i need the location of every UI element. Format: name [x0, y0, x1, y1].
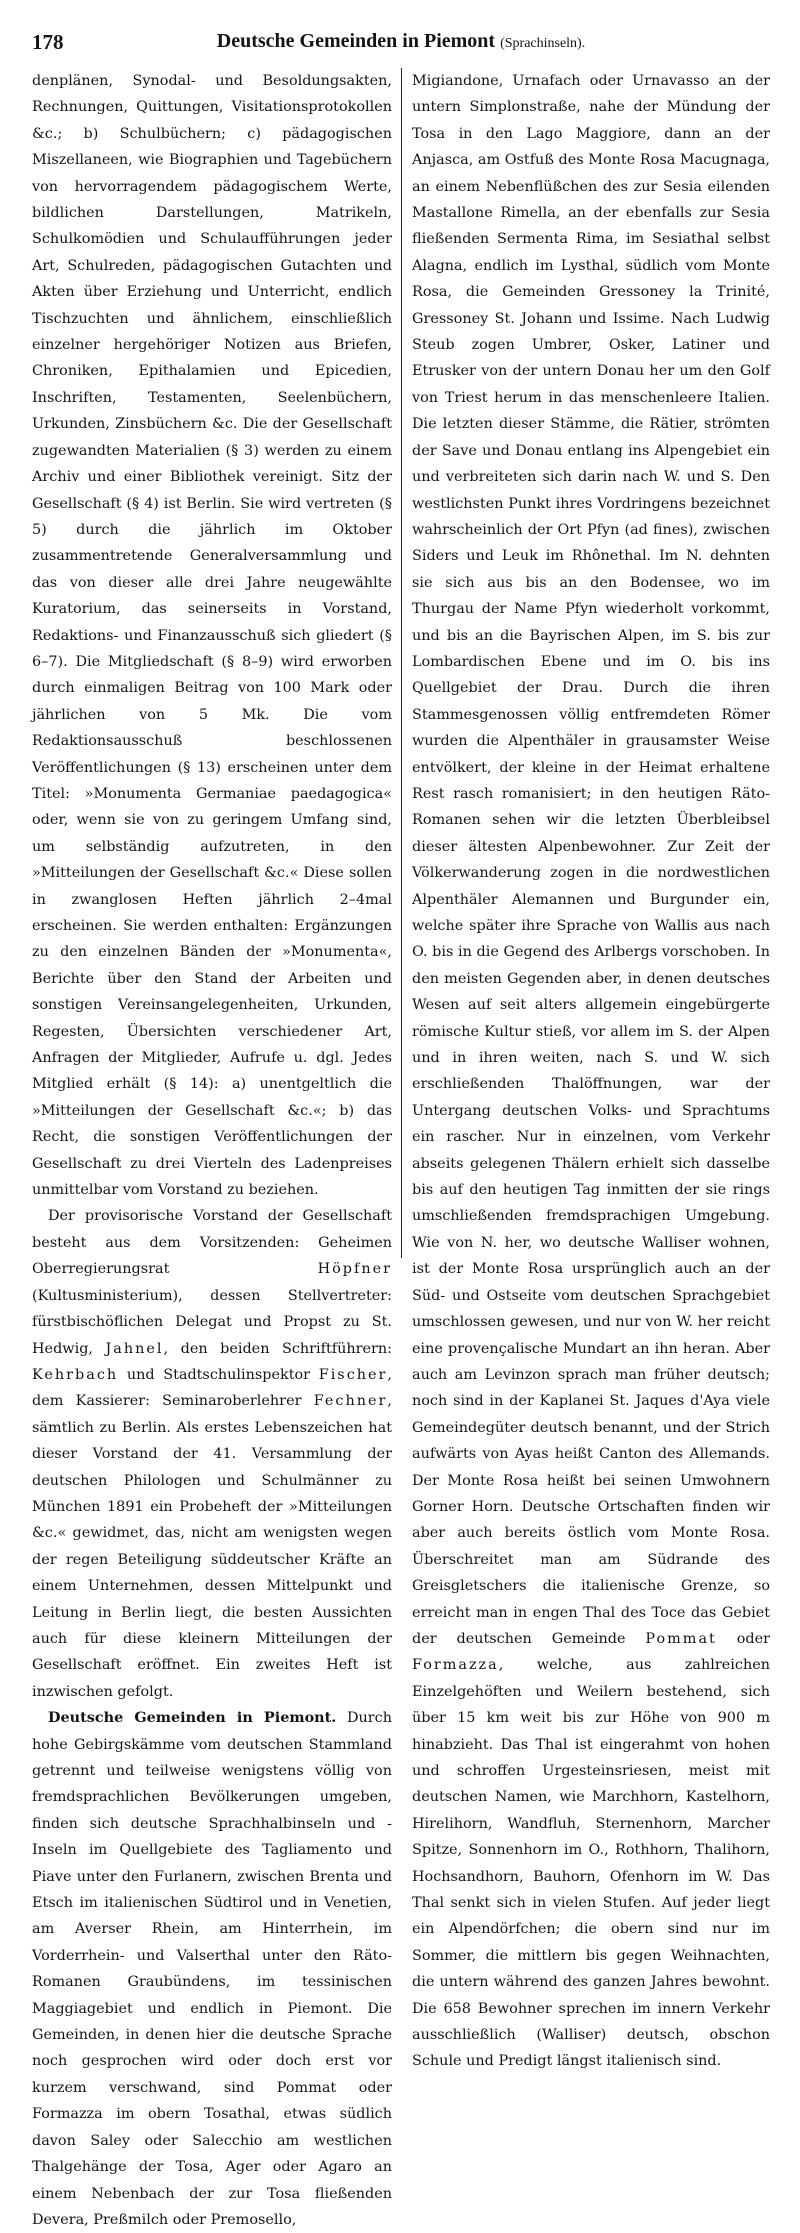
person-name: Fischer: [318, 1366, 388, 1383]
paragraph-continuation: [412, 68, 770, 2075]
place-name: Pommat: [645, 1630, 717, 1647]
text-run: und Stadtschulinspektor: [118, 1366, 319, 1383]
place-name: Formazza: [412, 1657, 499, 1674]
person-name: Kehrbach: [32, 1366, 119, 1383]
running-title: [32, 30, 770, 53]
page-header: [32, 30, 770, 64]
running-title-subtitle: (Sprachinseln).: [500, 36, 586, 51]
running-title-main: Deutsche Gemeinden in Piemont: [216, 30, 496, 52]
text-run: Migiandone, Urnafach oder Urnavasso an der untern Simplonstraße, nahe der Mündung der Tosa in den Lago Maggiore, dann an der Anjasca, am Ostfuß des Monte Rosa Macugnaga, an einem Nebenflüßchen des zur Sesia eilenden Mastallone Rimella, an der ebenfalls zur Sesia fließenden Sermenta Rima, im Sesiathal selbst Alagna, endlich im Lysthal, südlich vom Monte Rosa, die Gemeinden Gressoney la Trinité, Gressoney St. Johann und Issime. Nach Ludwig Steub zogen Umbrer, Osker, Latiner und Etrusker von der untern Donau her um den Golf von Triest herum in das menschenleere Italien. Die letzten dieser Stämme, die Rätier, strömten der Save und Donau entlang ins Alpengebiet ein und verbreiteten sich darin nach W. und S. Den westlichsten Punkt ihres Vordringens bezeichnet wahrscheinlich der Ort Pfyn (ad fines), zwischen Siders und Leuk im Rhônethal. Im N. dehnten sie sich aus bis an den Bodensee, wo im Thurgau der Name Pfyn wiederholt vorkommt, und bis an die Bayrischen Alpen, im S. bis zur Lombardischen Ebene und im O. bis ins Quellgebiet der Drau. Durch die ihren Stammesgenossen völlig entfremdeten Römer wurden die Alpenthäler in grausamster Weise entvölkert, der kleine in der Heimat erhaltene Rest rasch romanisiert; in den heutigen Räto-Romanen sehen wir die letzten Überbleibsel dieser ältesten Alpenbewohner. Zur Zeit der Völkerwanderung zogen in die nordwestlichen Alpenthäler Alemannen und Burgunder ein, welche später ihre Sprache von Wallis aus nach O. bis in die Gegend des Arlbergs vorschoben. In den meisten Gegenden aber, in denen deutsches Wesen auf seit alters allgemein eingebürgerte römische Kultur stieß, vor allem im S. der Alpen und in ihren weiten, nach S. und W. sich erschließenden Thalöffnungen, war der Untergang deutschen Volks- und Sprachtums ein rascher. Nur in einzelnen, vom Verkehr abseits gelegenen Thälern erhielt sich dasselbe bis auf den heutigen Tag inmitten der sie rings umschließenden fremdsprachigen Umgebung. Wie von N. her, wo deutsche Walliser wohnen, ist der Monte Rosa ursprünglich auch an der Süd- und Ostseite vom deutschen Sprachgebiet umschlossen gewesen, und nur von W. her reicht eine provençalische Mundart an ihn heran. Aber auch am Levinzon sprach man früher deutsch; noch sind in der Kaplanei St. Jaques d'Aya viele Gemeindegüter deutsch benannt, und der Strich aufwärts von Ayas heißt Canton des Allemands. Der Monte Rosa heißt bei seinen Umwohnern Gorner Horn. Deutsche Ortschaften finden wir aber auch bereits östlich vom Monte Rosa. Überschreitet man am Südrande des Greisgletschers die italienische Grenze, so erreicht man in engen Thal des Toce das Gebiet der deutschen Gemeinde: [412, 73, 770, 1647]
article-heading: Deutsche Gemeinden in Piemont.: [48, 1709, 337, 1727]
text-run: Der provisorische Vorstand der Gesellschaft besteht aus dem Vorsitzenden: Geheimen Oberregierungsrat: [32, 1208, 392, 1278]
column-divider: [401, 68, 402, 1258]
left-column: [32, 68, 393, 2228]
text-run: (Kultusministerium), dessen Stellvertreter: fürstbischöflichen Delegat und Propst zu St. Hedwig,: [32, 1287, 392, 1357]
text-run: , den beiden Schriftführern:: [163, 1340, 393, 1357]
paragraph-vorstand: [32, 1203, 392, 1705]
person-name: Höpfner: [317, 1261, 392, 1278]
text-run: , sämtlich zu Berlin. Als erstes Lebenszeichen hat dieser Vorstand der 41. Versammlung der deutschen Philologen und Schulmänner zu München 1891 ein Probeheft der »Mitteilungen &c.« gewidmet, das, nicht am wenigsten wegen der regen Beteiligung süddeutscher Kräfte an einem Unternehmen, dessen Mittelpunkt und Leitung in Berlin liegt, die besten Aussichten auch für diese kleinern Mitteilungen der Gesellschaft eröffnet. Ein zweites Heft ist inzwischen gefolgt.: [32, 1393, 392, 1700]
text-run: Durch hohe Gebirgskämme vom deutschen Stammland getrennt und teilweise wenigstens völlig von fremdsprachlichen Bevölkerungen umgeben, finden sich deutsche Sprachhalbinseln und -Inseln im Quellgebiete des Tagliamento und Piave unter den Furlanern, zwischen Brenta und Etsch im italienischen Südtirol und in Venetien, am Averser Rhein, am Hinterrhein, im Vorderrhein- und Valserthal unter den Räto-Romanen Graubündens, im tessinischen Maggiagebiet und endlich in Piemont. Die Gemeinden, in denen hier die deutsche Sprache noch gesprochen wird oder doch erst vor kurzem verschwand, sind Pommat oder Formazza im obern Tosathal, etwas südlich davon Saley oder Salecchio am westlichen Thalgehänge der Tosa, Ager oder Agaro an einem Nebenbach der zur Tosa fließenden Devera, Preßmilch oder Premosello,: [32, 1710, 392, 2228]
page-number: 178: [32, 30, 64, 54]
text-run: , welche, aus zahlreichen Einzelgehöften und Weilern bestehend, sich über 15 km weit bis zur Höhe von 900 m hinabzieht. Das Thal ist eingerahmt von hohen und schroffen Urgesteinsriesen, meist mit deutschen Namen, wie Marchhorn, Kastelhorn, Hirelihorn, Wandfluh, Sternenhorn, Marcher Spitze, Sonnenhorn im O., Rothhorn, Thalihorn, Hochsandhorn, Bauhorn, Ofenhorn im W. Das Thal senkt sich in vielen Stufen. Auf jeder liegt ein Alpendörfchen; die obern sind nur im Sommer, die mittlern bis gegen Weihnachten, die untern während des ganzen Jahres bewohnt. Die 658 Bewohner sprechen im innern Verkehr ausschließlich (Walliser) deutsch, obschon Schule und Predigt längst italienisch sind.: [412, 1657, 770, 2070]
paragraph-continuation: denplänen, Synodal- und Besoldungsakten, Rechnungen, Quittungen, Visitationsprotokollen &c.; b) Schulbüchern; c) pädagogischen Miszellaneen, wie Biographien und Tagebüchern von hervorragendem pädagogischem Werte, bildlichen Darstellungen, Matrikeln, Schulkomödien und Schulaufführungen jeder Art, Schulreden, pädagogischen Gutachten und Akten über Erziehung und Unterricht, endlich Tischzuchten und ähnlichem, einschließlich einzelner hergehöriger Notizen aus Briefen, Chroniken, Epithalamien und Epicedien, Inschriften, Testamenten, Seelenbüchern, Urkunden, Zinsbüchern &c. Die der Gesellschaft zugewandten Materialien (§ 3) werden zu einem Archiv und einer Bibliothek vereinigt. Sitz der Gesellschaft (§ 4) ist Berlin. Sie wird vertreten (§ 5) durch die jährlich im Oktober zusammentretende Generalversammlung und das von dieser alle drei Jahre neugewählte Kuratorium, das seinerseits in Vorstand, Redaktions- und Finanzausschuß sich gliedert (§ 6–7). Die Mitgliedschaft (§ 8–9) wird erworben durch einmaligen Beitrag von 100 Mark oder jährlichen von 5 Mk. Die vom Redaktionsausschuß beschlossenen Veröffentlichungen (§ 13) erscheinen unter dem Titel: »Monumenta Germaniae paedagogica« oder, wenn sie von zu geringem Umfang sind, um selbständig aufzutreten, in den »Mitteilungen der Gesellschaft &c.« Diese sollen in zwanglosen Heften jährlich 2–4mal erscheinen. Sie werden enthalten: Ergänzungen zu den einzelnen Bänden der »Monumenta«, Berichte über den Stand der Arbeiten und sonstigen Vereinsangelegenheiten, Urkunden, Regesten, Übersichten verschiedener Art, Anfragen der Mitglieder, Aufrufe u. dgl. Jedes Mitglied erhält (§ 14): a) unentgeltlich die »Mitteilungen der Gesellschaft &c.«; b) das Recht, die sonstigen Veröffentlichungen der Gesellschaft zu drei Vierteln des Ladenpreises unmittelbar vom Vorstand zu beziehen.: [32, 73, 392, 1199]
right-column: [412, 68, 770, 2070]
paragraph-article-start: [32, 1705, 392, 2233]
text-run: , dem Kassierer: Seminaroberlehrer: [32, 1366, 392, 1410]
person-name: Fechner: [313, 1393, 388, 1410]
text-run: oder: [716, 1630, 770, 1647]
person-name: Jahnel: [105, 1340, 164, 1357]
